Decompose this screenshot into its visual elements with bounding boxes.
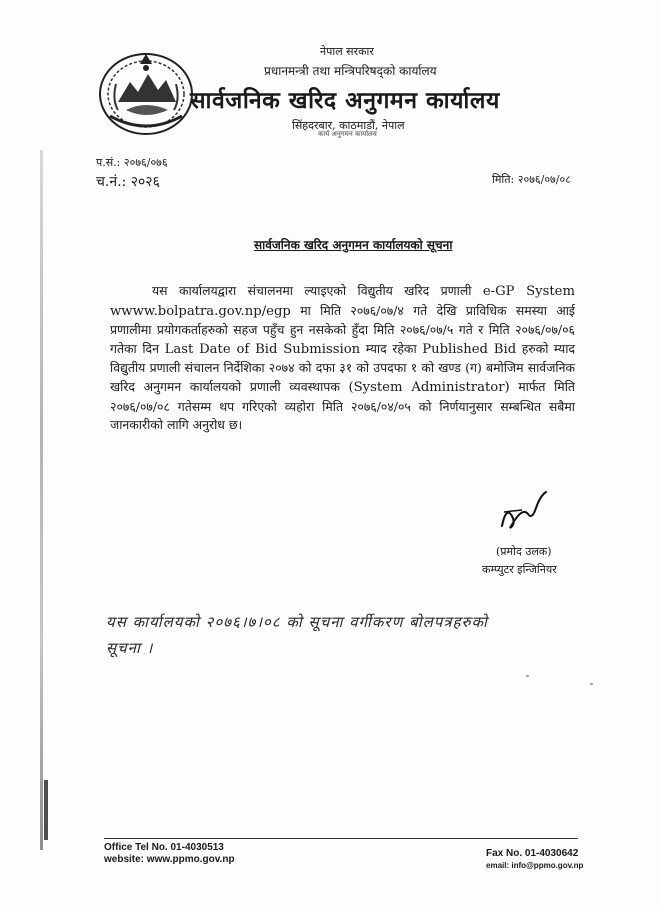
scan-speck [526,675,529,677]
footer-office-tel: Office Tel No. 01-4030513 [104,842,224,853]
footer-contact-left [104,842,235,866]
body-text-e: हरुको म्याद विद्युतीय प्रणाली संचालन निर्देशिका २०७४ को दफा ३१ को उपदफा १ को खण्ड (ग) बमोजिम सार्वजनिक खरिद अनुगमन कार्यालयको प्रणाली व्यवस्थापक [110,340,576,394]
body-published-bid: Published Bid [422,341,517,357]
handwritten-note-line1: यस कार्यालयको २०७६।७।०८ को सूचना वर्गीकरण बोलपत्रहरुको [106,613,488,631]
signatory-title: कम्प्युटर इन्जिनियर [482,563,557,576]
body-url: wwww.bolpatra.gov.np/egp [110,303,291,319]
footer-email: email: info@ppmo.gov.np [486,861,584,870]
footer-fax: Fax No. 01-4030642 [486,848,579,859]
header-stamp-text: कार्य अनुगमन कार्यालय [318,130,377,138]
handwritten-note-line2: सूचना । [106,639,154,657]
handwritten-signature [492,486,552,536]
notice-subject: सार्वजनिक खरिद अनुगमन कार्यालयको सूचना [254,238,453,252]
letter-date: मिति: २०७६/०७/०८ [492,173,571,186]
body-text-f: मार्फत मिति २०७६/०७/०८ गतेसम्म थप गरिएको व्यहोरा मिति २०७६/०४/०५ को निर्णयानुसार सम्बन्धित सबैमा जानकारीको लागि अनुरोध छ। [110,378,575,433]
scan-edge-shadow [40,150,43,850]
nepal-emblem-logo [96,44,196,136]
header-address: सिंहदरबार, काठमाडौं, नेपाल [292,119,405,132]
scan-edge-mark [44,780,48,840]
scan-speck [590,683,593,685]
signatory-name: (प्रमोद उलक) [496,545,552,558]
body-system-administrator: (System Administrator) [348,379,510,395]
header-government: नेपाल सरकार [320,45,374,58]
reference-patra-sankhya: प.सं.: २०७६/०७६ [96,156,168,169]
header-parent-office: प्रधानमन्त्री तथा मन्त्रिपरिषद्को कार्यालय [264,64,437,78]
body-text-c: मा मिति २०७६/०७/४ गते देखि प्राविधिक समस्या आई प्रणालीमा प्रयोगकर्ताहरुको सहज पहुँच हुन नसकेको हुँदा मिति २०७६/०७/५ गते र मिति २०७६/०७/०६ गतेका दिन [110,302,575,356]
body-last-date-bid-submission: Last Date of Bid Submission [164,341,361,357]
footer-contact-right [486,848,583,872]
notice-body [110,282,575,435]
body-text-a: यस कार्यालयद्वारा संचालनमा ल्याइएको विद्युतीय खरिद प्रणाली [152,283,483,298]
body-egp-system: e-GP System [482,284,575,299]
reference-chalani-number: च.नं.: २०२६ [96,174,160,190]
body-text-d: म्याद रहेका [360,340,423,356]
footer-divider [104,838,578,839]
header-office-name: सार्वजनिक खरिद अनुगमन कार्यालय [190,87,500,114]
footer-website: website: www.ppmo.gov.np [104,854,235,865]
